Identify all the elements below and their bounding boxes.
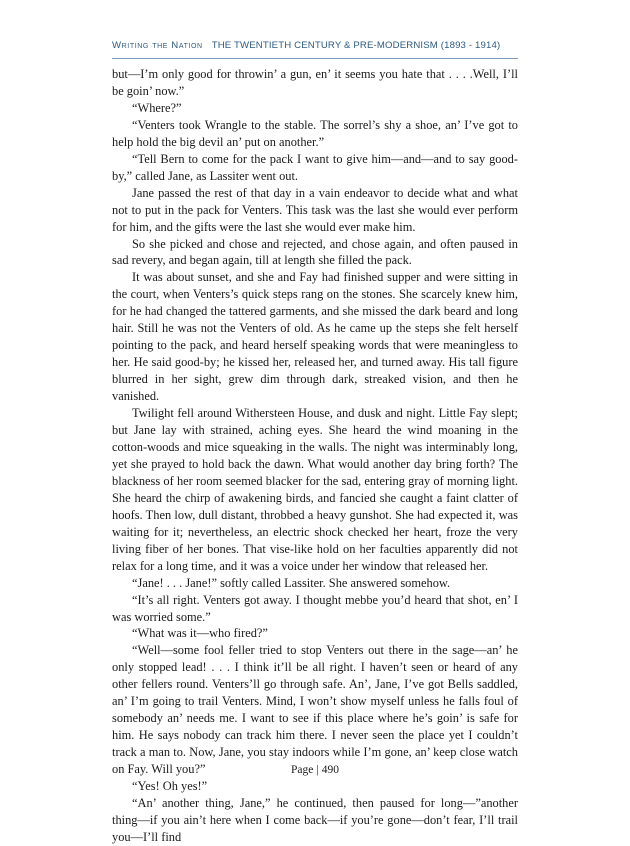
paragraph: Twilight fell around Withersteen House, and dusk and night. Little Fay slept; but Jane lay with strained, aching eyes. She heard the wind moaning in the cotton-woods and mice squeaking in the walls. The night was interminably long, yet she prayed to hold back the dawn. What would another day bring forth? The blackness of her room seemed blacker for the sad, entering gray of morning light. She heard the chirp of awakening birds, and fancied she caught a faint clatter of hoofs. Then low, dull distant, throbbed a heavy gunshot. She had expected it, was waiting for it; nevertheless, an electric shock checked her heart, froze the very living fiber of her bones. That vise-like hold on her faculties apparently did not relax for a long time, and it was a voice under her window that released her. bbox=[112, 406, 518, 573]
header-section: Writing the Nation bbox=[112, 40, 203, 51]
body-text bbox=[112, 66, 518, 846]
page-separator: | bbox=[316, 764, 319, 776]
paragraph: “Well—some fool feller tried to stop Venters out there in the sage—an’ he only stopped lead! . . . I think it’ll be all right. I haven’t seen or heard of any other fellers round. Venters’ll go through safe. An’, Jane, I’ve got Bells saddled, an’ I’m going to trail Venters. Mind, I won’t show myself unless he falls foul of somebody an’ needs me. I want to see if this place where he’s goin’ is safe for him. He says nobody can track him there. I never seen the place yet I couldn’t track a man to. Now, Jane, you stay indoors while I’m gone, an’ keep close watch on Fay. Will you?” bbox=[112, 643, 518, 777]
header-title: THE TWENTIETH CENTURY & PRE-MODERNISM (1893 - 1914) bbox=[211, 40, 501, 51]
paragraph: “Yes! Oh yes!” bbox=[132, 779, 208, 794]
page-footer bbox=[0, 764, 630, 776]
paragraph: but—I’m only good for throwin’ a gun, en’ it seems you hate that . . . .Well, I’ll be goin’ now.” bbox=[112, 67, 518, 98]
paragraph: Jane passed the rest of that day in a vain endeavor to decide what and what not to put in the pack for Venters. This task was the last she would ever perform for him, and the gifts were the last she would ever make him. bbox=[112, 185, 518, 234]
page-label: Page bbox=[291, 764, 314, 776]
paragraph: “Where?” bbox=[132, 100, 182, 115]
page-number: 490 bbox=[321, 764, 339, 776]
paragraph: It was about sunset, and she and Fay had finished supper and were sitting in the court, when Venters’s quick steps rang on the stones. She scarcely knew him, for he had changed the tattered garments, and she missed the dark beard and long hair. Still he was not the Venters of old. As he came up the steps she felt herself pointing to the pack, and heard herself speaking words that were meaningless to her. He said good-by; he kissed her, released her, and turned away. His tall figure blurred in her sight, grew dim through dark, streaked vision, and then he vanished. bbox=[112, 270, 518, 404]
paragraph: “What was it—who fired?” bbox=[132, 626, 268, 641]
paragraph: So she picked and chose and rejected, and chose again, and often paused in sad revery, and began again, till at length she filled the pack. bbox=[112, 236, 518, 268]
paragraph: “Jane! . . . Jane!” softly called Lassiter. She answered somehow. bbox=[132, 575, 451, 590]
running-header bbox=[112, 40, 518, 51]
paragraph: “It’s all right. Venters got away. I thought mebbe you’d heard that shot, en’ I was worried some.” bbox=[112, 592, 518, 624]
header-rule bbox=[112, 58, 518, 59]
paragraph: “Tell Bern to come for the pack I want to give him—and—and to say good-by,” called Jane, as Lassiter went out. bbox=[112, 151, 518, 183]
paragraph: “An’ another thing, Jane,” he continued, then paused for long—”another thing—if you ain’t here when I come back—if you’re gone—don’t fear, I’ll trail you—I’ll find bbox=[112, 795, 518, 844]
paragraph: “Venters took Wrangle to the stable. The sorrel’s shy a shoe, an’ I’ve got to help hold the big devil an’ put on another.” bbox=[112, 117, 518, 149]
